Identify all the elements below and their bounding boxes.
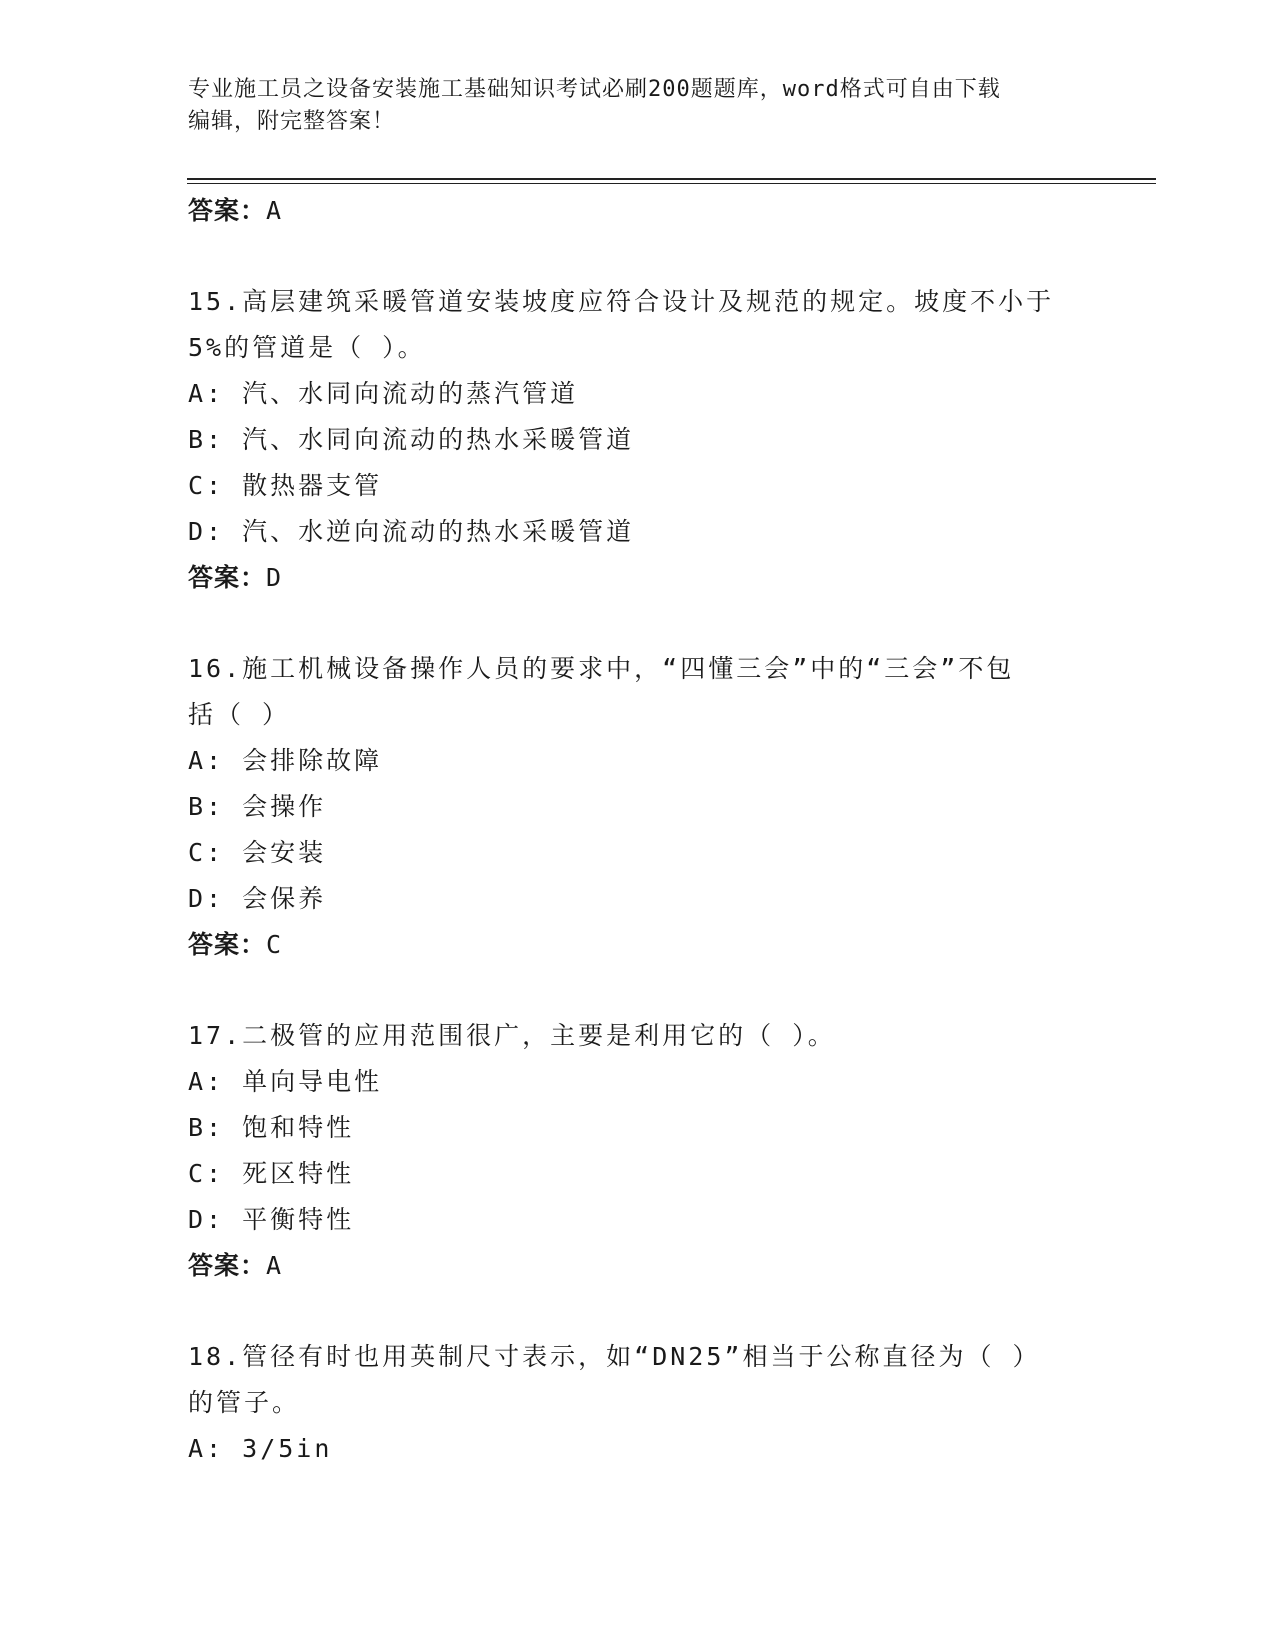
header-line-2: 编辑，附完整答案！: [188, 109, 396, 134]
question-18: [188, 1334, 1088, 1472]
option-a: A: 汽、水同向流动的蒸汽管道: [188, 379, 579, 408]
answer-line: [188, 188, 1088, 234]
option-c: C: 会安装: [188, 838, 327, 867]
answer-line: [188, 555, 1088, 601]
document-header: [188, 74, 1088, 138]
header-rule: [187, 178, 1156, 180]
option-c: C: 死区特性: [188, 1159, 355, 1188]
answer-label: 答案：: [188, 930, 267, 959]
answer-value: A: [266, 1251, 283, 1280]
answer-value: A: [266, 196, 283, 225]
question-stem: 15.高层建筑采暖管道安装坡度应符合设计及规范的规定。坡度不小于: [188, 287, 1055, 316]
question-list: [188, 188, 1088, 1472]
question-stem-cont: 括（ ）: [188, 700, 291, 729]
option-b: B: 汽、水同向流动的热水采暖管道: [188, 425, 635, 454]
header-line-1: 专业施工员之设备安装施工基础知识考试必刷200题题库，word格式可自由下载: [188, 77, 1001, 102]
option-d: D: 会保养: [188, 884, 327, 913]
answer-label: 答案：: [188, 563, 267, 592]
question-stem-cont: 的管子。: [188, 1388, 301, 1417]
question-stem-cont: 5%的管道是（ ）。: [188, 333, 426, 362]
option-a: A: 3/5in: [188, 1434, 333, 1463]
header-rule-thin: [187, 183, 1156, 184]
answer-value: C: [266, 930, 283, 959]
option-a: A: 单向导电性: [188, 1067, 383, 1096]
answer-label: 答案：: [188, 1251, 267, 1280]
answer-line: [188, 922, 1088, 968]
answer-label: 答案：: [188, 196, 267, 225]
question-stem: 18.管径有时也用英制尺寸表示，如“DN25”相当于公称直径为（ ）: [188, 1342, 1041, 1371]
question-17: [188, 1013, 1088, 1289]
question-16: [188, 646, 1088, 968]
option-b: B: 饱和特性: [188, 1113, 355, 1142]
question-stem: 17.二极管的应用范围很广，主要是利用它的（ ）。: [188, 1021, 836, 1050]
option-c: C: 散热器支管: [188, 471, 383, 500]
answer-value: D: [266, 563, 283, 592]
option-d: D: 汽、水逆向流动的热水采暖管道: [188, 517, 635, 546]
question-15: [188, 279, 1088, 601]
option-a: A: 会排除故障: [188, 746, 383, 775]
option-b: B: 会操作: [188, 792, 327, 821]
option-d: D: 平衡特性: [188, 1205, 355, 1234]
answer-line: [188, 1243, 1088, 1289]
question-stem: 16.施工机械设备操作人员的要求中，“四懂三会”中的“三会”不包: [188, 654, 1015, 683]
